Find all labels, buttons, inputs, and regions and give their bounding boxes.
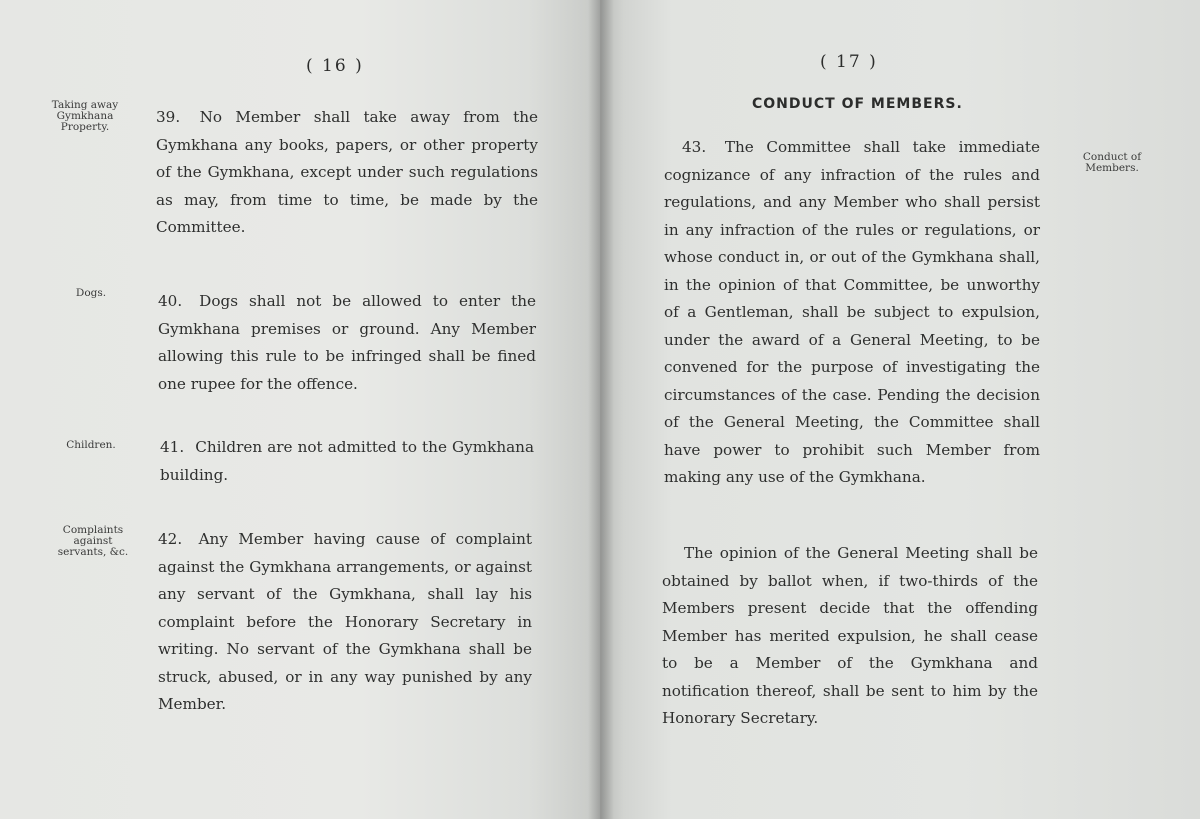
section-heading: CONDUCT OF MEMBERS. (752, 96, 963, 112)
margin-note-complaints: Complaints against servants, &c. (57, 524, 129, 558)
rule-text: Dogs shall not be allowed to enter the Gymkhana premises or ground. Any Member allowing this rule to be infringed shall be fined one rupee for the offence. (158, 292, 537, 393)
rule-41 (160, 434, 534, 489)
rule-number: 43. (682, 138, 707, 156)
right-page (600, 0, 1200, 819)
right-page-number: ( 17 ) (820, 52, 878, 72)
rule-43 (664, 134, 1040, 492)
rule-39 (156, 104, 538, 242)
rule-number: 40. (158, 292, 183, 310)
left-page-number: ( 16 ) (306, 56, 364, 76)
margin-note-children: Children. (66, 439, 116, 451)
rule-text: Children are not admitted to the Gymkhana building. (160, 438, 535, 484)
margin-note-dogs: Dogs. (75, 287, 107, 299)
rule-text: The opinion of the General Meeting shall be obtained by ballot when, if two-thirds of the Members present decide that the offending Member has merited expulsion, he shall cease to be a Member of the Gymkhana and notification thereof, shall be sent to him by the Honorary Secretary. (662, 544, 1038, 727)
rule-text: Any Member having cause of complaint against the Gymkhana arrangements, or against any servant of the Gymkhana, shall lay his complaint before the Honorary Secretary in writing. No servant of the Gymkhana shall be struck, abused, or in any way punished by any Member. (158, 530, 532, 713)
rule-42 (158, 526, 532, 719)
rule-text: No Member shall take away from the Gymkhana any books, papers, or other property of the Gymkhana, except under such regulations as may, from time to time, be made by the Committee. (156, 108, 538, 236)
rule-number: 39. (156, 108, 181, 126)
margin-note-taking-away: Taking away Gymkhana Property. (51, 99, 119, 133)
rule-43-continued (662, 540, 1038, 733)
book-gutter (588, 0, 614, 819)
rule-number: 42. (158, 530, 183, 548)
rule-text: The Committee shall take immediate cognizance of any infraction of the rules and regulations, and any Member who shall persist in any infraction of the rules or regulations, or whose conduct in, or out of the Gymkhana shall, in the opinion of that Committee, be unworthy of a Gentleman, shall be subject to expulsion, under the award of a General Meeting, to be convened for the purpose of investigating the circumstances of the case. Pending the decision of the General Meeting, the Committee shall have power to prohibit such Member from making any use of the Gymkhana. (664, 138, 1040, 486)
rule-40 (158, 288, 536, 398)
margin-note-conduct: Conduct of Members. (1082, 151, 1142, 174)
rule-number: 41. (160, 438, 185, 456)
